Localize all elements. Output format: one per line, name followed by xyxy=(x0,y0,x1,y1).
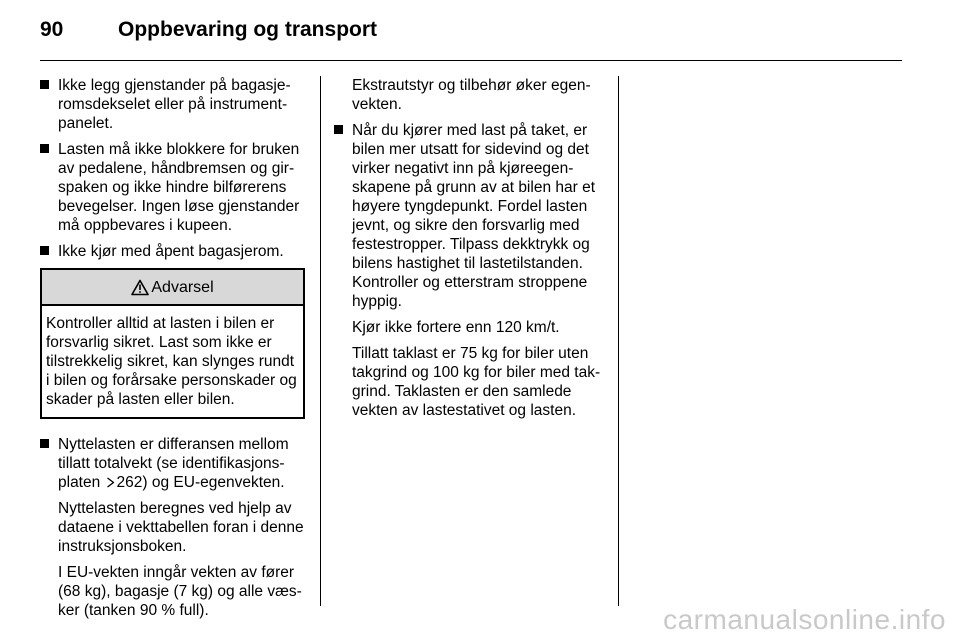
column-middle xyxy=(334,76,607,427)
column-divider xyxy=(320,76,321,606)
bullet-item xyxy=(334,121,607,311)
watermark: carmanualsonline.info xyxy=(663,604,946,635)
warning-triangle-icon xyxy=(131,279,149,296)
bullet-text: Når du kjører med last på taket, er bilen mer utsatt for sidevind og det virker negativt inn på kjøreegenskapene på grunn av at bilen har et høyere tyngdepunkt. Fordel lasten jevnt, og sikre den forsvarlig med festestropper. Tilpass dekktrykk og bilens hastighet til lastetilstanden. Kontroller og etterstram stroppene hyppig. xyxy=(352,122,596,310)
reference-page-link[interactable]: 262 xyxy=(116,474,143,491)
warning-box xyxy=(40,268,305,419)
paragraph: Ekstrautstyr og tilbehør øker egenvekten. xyxy=(352,77,591,113)
page-number: 90 xyxy=(40,18,64,41)
page-reference-icon[interactable] xyxy=(106,474,115,485)
bullet-text: Ikke kjør med åpent bagasjerom. xyxy=(58,243,284,260)
bullet-item xyxy=(40,435,305,492)
bullet-item xyxy=(40,140,305,235)
header-rule xyxy=(40,60,902,61)
square-bullet-icon xyxy=(40,80,49,89)
warning-body: Kontroller alltid at lasten i bilen er forsvarlig sikret. Last som ikke er tilstrekkelig sikret, kan slynges rundt i bilen og forårsake personskader og skader på lasten eller bilen. xyxy=(46,315,297,408)
square-bullet-icon xyxy=(40,439,49,448)
paragraph: Kjør ikke fortere enn 120 km/t. xyxy=(352,319,560,336)
bullet-text: Lasten må ikke blokkere for bruken av pedalene, håndbremsen og girspaken og ikke hindre bilførerens bevegelser. Ingen løse gjenstander må oppbevares i kupeen. xyxy=(58,141,300,234)
square-bullet-icon xyxy=(40,246,49,255)
warning-header xyxy=(42,270,303,306)
warning-title: Advarsel xyxy=(151,278,214,296)
page-header xyxy=(40,18,900,48)
bullet-text: ) og EU-egenvekten. xyxy=(142,474,285,491)
bullet-item xyxy=(40,242,305,261)
bullet-text: Nyttelasten er differansen mellom tillatt totalvekt (se identifikasjonsplaten xyxy=(58,436,289,491)
paragraph: I EU-vekten inngår vekten av fører (68 kg), bagasje (7 kg) og alle væsker (tanken 90 % full). xyxy=(58,564,302,619)
bullet-item xyxy=(40,76,305,133)
column-left xyxy=(40,76,305,627)
column-divider xyxy=(618,76,619,606)
square-bullet-icon xyxy=(40,144,49,153)
page-title: Oppbevaring og transport xyxy=(118,18,378,41)
paragraph: Tillatt taklast er 75 kg for biler uten takgrind og 100 kg for biler med takgrind. Taklasten er den samlede vekten av lastestativet og lasten. xyxy=(352,345,601,419)
paragraph: Nyttelasten beregnes ved hjelp av dataene i vekttabellen foran i denne instruksjonsboken. xyxy=(58,500,304,555)
bullet-text: Ikke legg gjenstander på bagasjeromsdekselet eller på instrumentpanelet. xyxy=(58,77,291,132)
square-bullet-icon xyxy=(334,125,343,134)
